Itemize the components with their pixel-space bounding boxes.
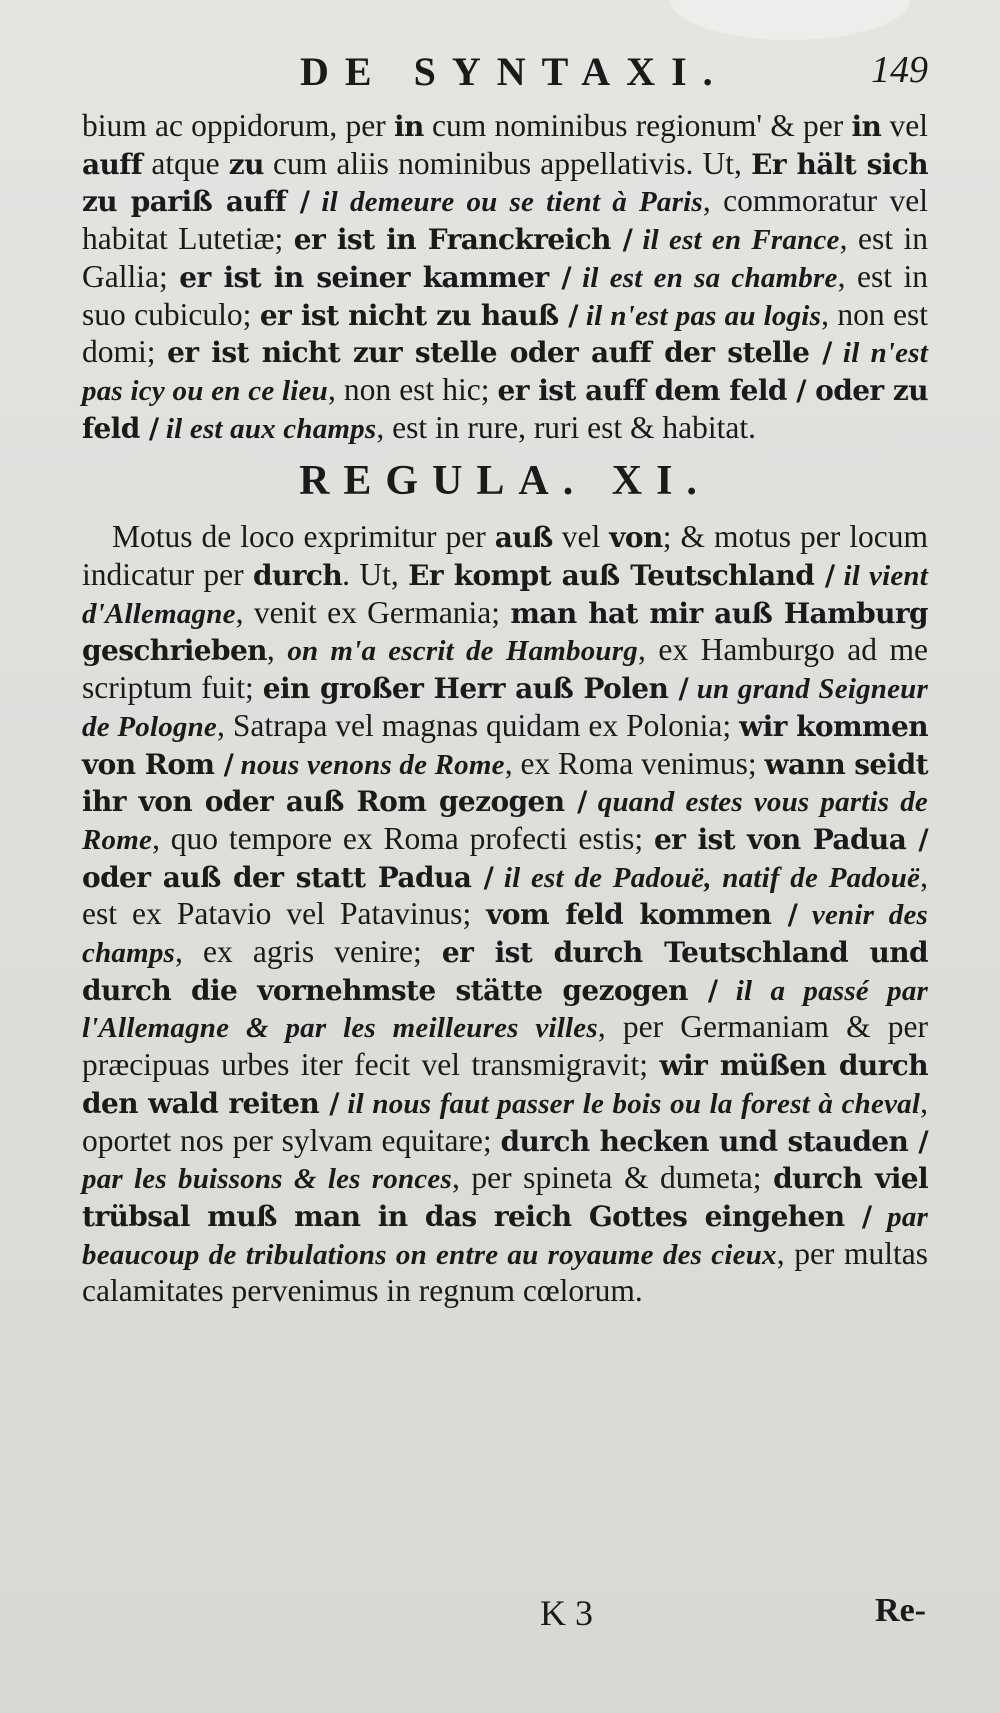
paragraph-1 <box>82 108 928 447</box>
german-text: Er hält sich zu pariß auff / <box>82 147 928 219</box>
german-text: in <box>851 110 882 143</box>
german-text: er ist von Padua / oder auß der statt Padua / <box>82 822 928 894</box>
latin-text: , est in rure, ruri est & habitat. <box>376 409 757 445</box>
latin-text: , oportet nos per sylvam equitare; <box>82 1084 928 1158</box>
latin-text: cum aliis nominibus appellativis. Ut, <box>263 145 752 181</box>
german-text: auff <box>82 147 143 181</box>
german-text: auß <box>494 521 553 555</box>
french-text: il nous faut passer le bois ou la forest à cheval <box>338 1087 921 1120</box>
page-number: 149 <box>871 49 928 91</box>
latin-text: . Ut, <box>342 557 409 593</box>
latin-text: atque <box>142 145 229 181</box>
french-text: par les buissons & les ronces <box>82 1163 452 1196</box>
latin-text: , est in Gallia; <box>82 221 928 294</box>
latin-text: , per multas calamitates pervenimus in regnum cœlorum. <box>82 1235 928 1309</box>
latin-text: , <box>266 632 288 668</box>
german-text: von <box>609 521 663 555</box>
german-text: er ist durch Teutschland und durch die vornehmste stätte gezogen / <box>82 936 928 1007</box>
german-text: Er kompt auß Teutschland / <box>408 559 835 593</box>
french-text: il n'est pas au logis <box>577 299 822 332</box>
german-text: ein großer Herr auß Polen / <box>262 672 689 706</box>
latin-text: vel <box>552 519 610 555</box>
running-title: DE SYNTAXI. <box>300 49 729 94</box>
latin-text: , est ex Patavio vel Patavinus; <box>82 858 928 932</box>
latin-text: , est in suo cubiculo; <box>82 258 929 332</box>
latin-text: Motus de loco exprimitur per <box>112 519 495 555</box>
latin-text: , ex Roma venimus; <box>504 745 765 781</box>
page-header <box>0 48 1000 108</box>
french-text: il est aux champs <box>158 412 377 445</box>
french-text: venir des champs <box>82 899 929 970</box>
french-text: par beaucoup de tribulations on entre au royaume des cieux <box>82 1200 929 1271</box>
latin-text: cum nominibus regionum' & per <box>423 108 852 143</box>
latin-text: , quo tempore ex Roma profecti estis; <box>152 820 654 856</box>
french-text: nous venons de Rome <box>233 748 505 781</box>
german-text: in <box>393 110 424 143</box>
latin-text: , per Germaniam & per præcipuas urbes iter fecit vel transmigravit; <box>82 1009 928 1083</box>
french-text: un grand Seigneur de Pologne <box>82 673 928 743</box>
french-text: il est en sa chambre <box>570 261 838 294</box>
signature-mark: K 3 <box>540 1593 593 1633</box>
german-text: durch hecken und stauden / <box>500 1124 929 1158</box>
german-text: er ist nicht zur stelle oder auff der stelle / <box>167 336 832 370</box>
latin-text: , ex agris venire; <box>175 934 442 970</box>
latin-text: , non est domi; <box>82 296 929 370</box>
french-text: il est en France <box>632 224 840 257</box>
german-text: wir kommen von Rom / <box>82 709 928 781</box>
german-text: er ist in Franckreich / <box>293 223 633 257</box>
latin-text: , ex Hamburgo ad me scriptum fuit; <box>82 632 928 706</box>
french-text: il vient d'Allemagne <box>82 560 928 630</box>
french-text: il demeure ou se tient à Paris <box>309 186 703 219</box>
german-text: wann seidt ihr von oder auß Rom gezogen / <box>82 747 928 819</box>
page-body <box>82 108 928 1310</box>
french-text: on m'a escrit de Hambourg <box>287 635 638 668</box>
german-text: man hat mir auß Hamburg geschrieben <box>82 596 928 668</box>
latin-text: , Satrapa vel magnas quidam ex Polonia; <box>217 707 740 743</box>
german-text: er ist auff dem feld / oder zu feld / <box>82 373 928 445</box>
german-text: durch <box>252 559 343 593</box>
german-text: er ist in seiner kammer / <box>179 260 571 294</box>
rule-heading: REGULA. XI. <box>299 458 711 505</box>
french-text: il a passé par l'Allemagne & par les meilleures villes <box>82 974 929 1045</box>
latin-text: , per spineta & dumeta; <box>451 1160 774 1196</box>
latin-text: vel <box>881 108 929 143</box>
latin-text: , non est hic; <box>327 371 498 407</box>
latin-text: bium ac oppidorum, per <box>82 108 394 143</box>
german-text: vom feld kommen / <box>486 898 798 932</box>
paper-smudge <box>670 0 910 40</box>
german-text: wir müßen durch den wald reiten / <box>82 1049 929 1120</box>
catchword: Re- <box>875 1592 926 1629</box>
german-text: zu <box>228 147 264 181</box>
french-text: quand estes vous partis de Rome <box>82 786 929 856</box>
latin-text: , venit ex Germania; <box>235 594 511 630</box>
german-text: er ist nicht zu hauß / <box>259 298 578 332</box>
paragraph-2 <box>82 519 928 1310</box>
french-text: il est de Padouë, natif de Padouë <box>493 861 921 894</box>
french-text: il n'est pas icy ou en ce lieu <box>82 337 928 407</box>
latin-text: ; & motus per locum indicatur per <box>82 519 929 593</box>
latin-text: , commoratur vel habitat Lutetiæ; <box>82 183 928 257</box>
german-text: durch viel trübsal muß man in das reich Gottes eingehen / <box>82 1162 929 1233</box>
page-footer <box>0 1592 1000 1652</box>
